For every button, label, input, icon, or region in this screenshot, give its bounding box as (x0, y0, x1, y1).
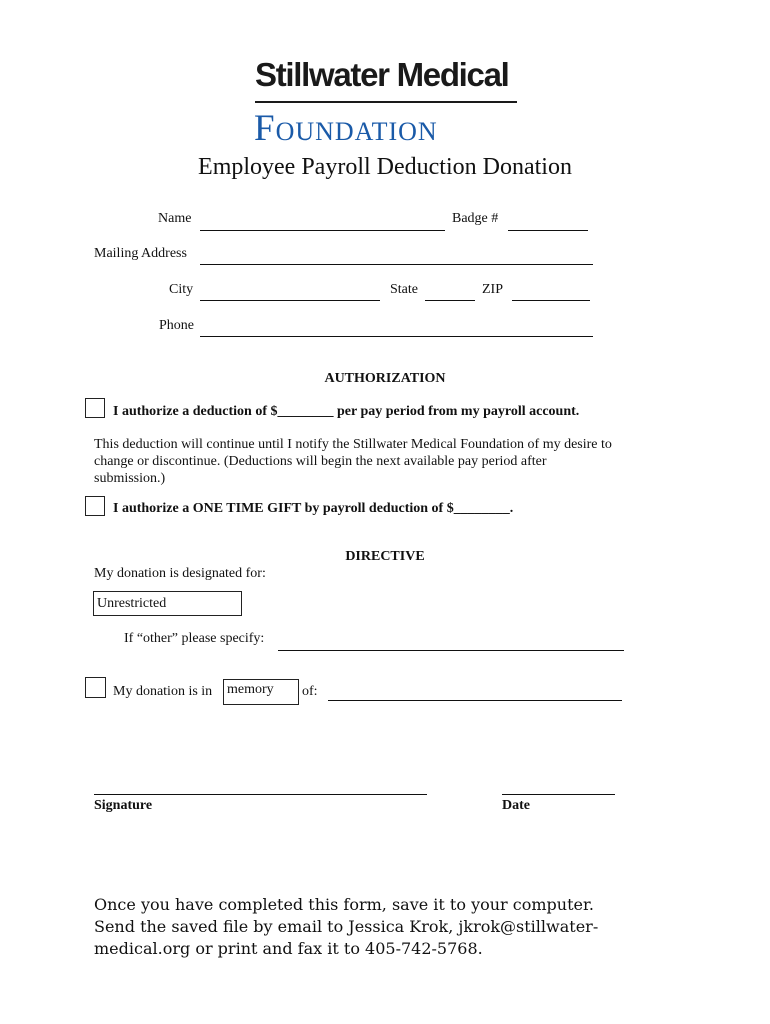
directive-heading: DIRECTIVE (345, 549, 425, 564)
memory-honor-select[interactable] (223, 679, 299, 705)
logo-divider (255, 101, 517, 103)
designated-for-label: My donation is designated for: (94, 566, 266, 581)
date-label: Date (502, 798, 530, 813)
city-label: City (169, 282, 194, 297)
name-field[interactable] (200, 230, 445, 231)
city-field[interactable] (200, 300, 380, 301)
zip-field[interactable] (512, 300, 590, 301)
memory-checkbox[interactable] (85, 677, 106, 698)
logo-wordmark-bottom: Foundation (254, 108, 438, 149)
submission-instructions: Once you have completed this form, save it to your computer. Send the saved file by email to Jessica Krok, jkrok@stillwater-medical.org or print and fax it to 405-742-5768. (94, 895, 599, 958)
phone-field[interactable] (200, 336, 593, 337)
recurring-deduction-checkbox[interactable] (85, 398, 105, 418)
form-title: Employee Payroll Deduction Donation (198, 154, 572, 180)
memory-honor-value: memory (227, 682, 274, 697)
logo-wordmark-top: Stillwater Medical (255, 56, 509, 93)
designation-value: Unrestricted (97, 596, 167, 611)
authorization-paragraph: This deduction will continue until I notify the Stillwater Medical Foundation of my desire to change or discontinue. (Deductions will begin the next available pay period after submission.) (94, 437, 612, 486)
mailing-address-field[interactable] (200, 264, 593, 265)
signature-label: Signature (94, 798, 153, 813)
zip-label: ZIP (482, 282, 503, 297)
badge-label: Badge # (452, 211, 499, 226)
other-specify-field[interactable] (278, 650, 624, 651)
memory-of-label: of: (302, 684, 318, 699)
name-label: Name (158, 211, 192, 226)
state-field[interactable] (425, 300, 475, 301)
other-specify-label: If “other” please specify: (124, 631, 265, 646)
phone-label: Phone (159, 318, 194, 333)
designation-select[interactable] (93, 591, 242, 616)
memory-prefix-label: My donation is in (113, 684, 213, 699)
signature-line[interactable] (94, 794, 427, 795)
badge-field[interactable] (508, 230, 588, 231)
authorization-heading: AUTHORIZATION (324, 371, 446, 386)
state-label: State (390, 282, 418, 297)
date-line[interactable] (502, 794, 615, 795)
memory-name-field[interactable] (328, 700, 622, 701)
one-time-gift-checkbox[interactable] (85, 496, 105, 516)
mailing-address-label: Mailing Address (94, 246, 187, 261)
one-time-gift-label: I authorize a ONE TIME GIFT by payroll deduction of $________. (113, 501, 514, 516)
recurring-deduction-label: I authorize a deduction of $________ per pay period from my payroll account. (113, 404, 580, 419)
